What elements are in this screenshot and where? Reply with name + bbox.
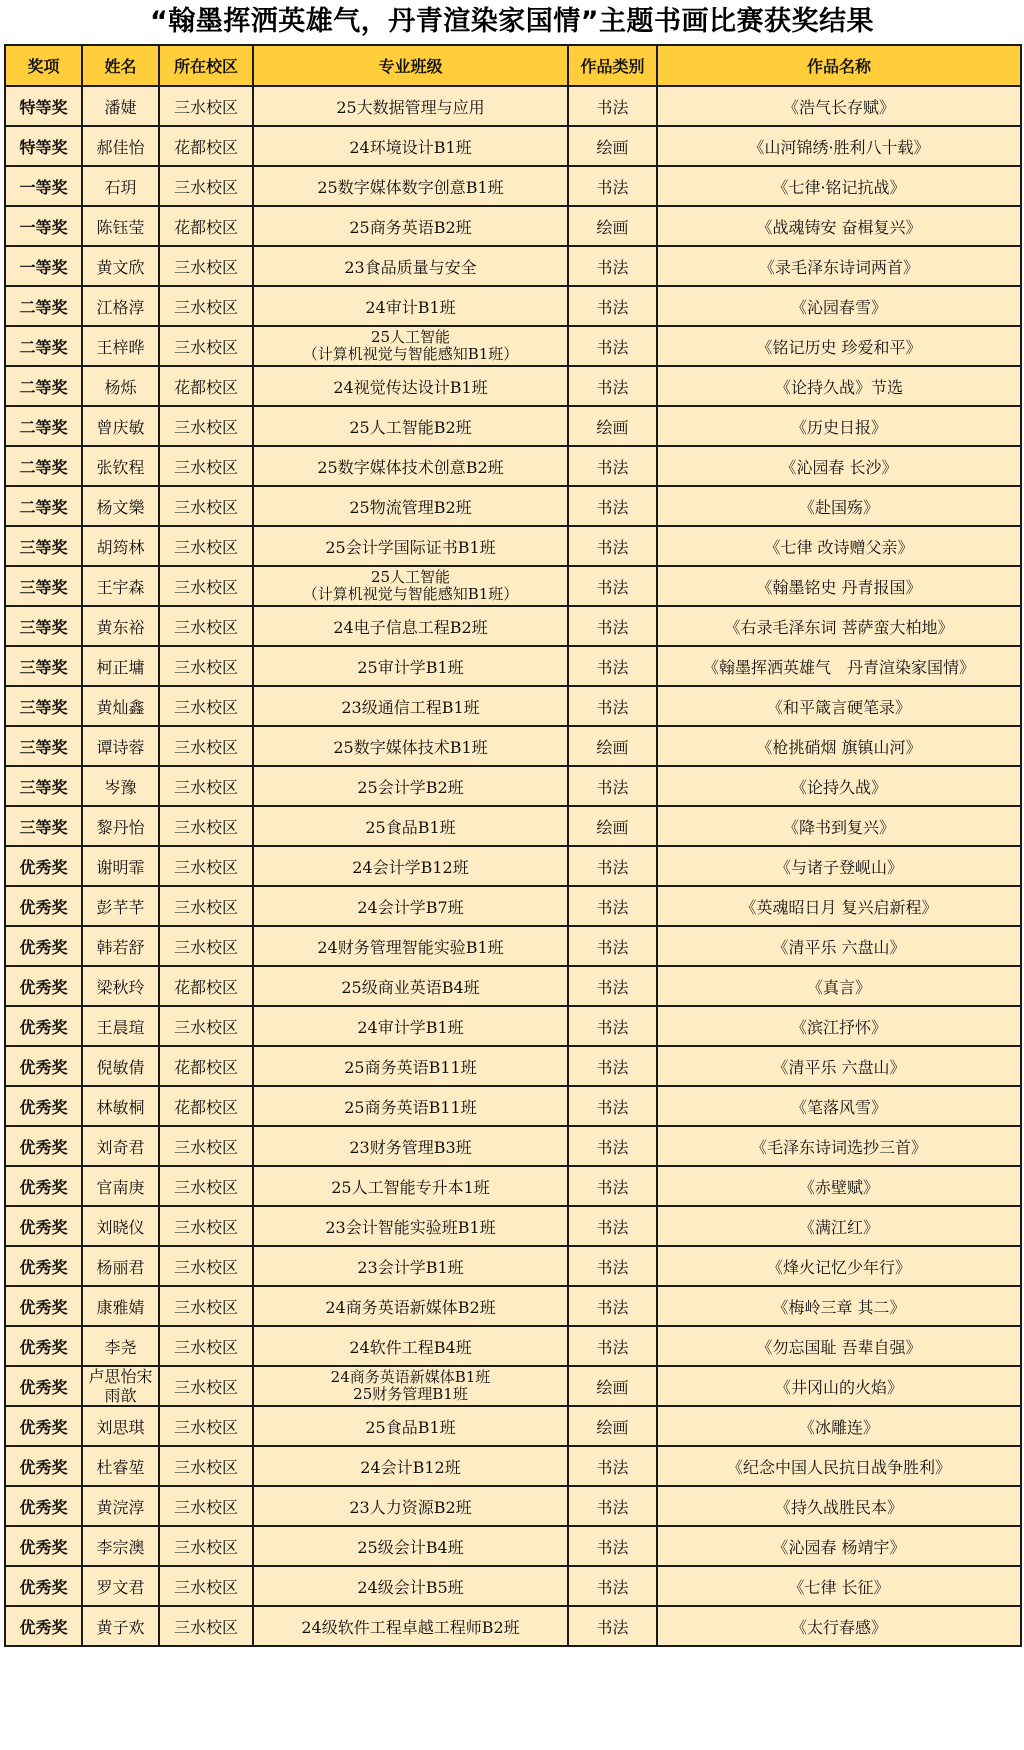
work-cell: 《太行春感》 [657,1606,1021,1646]
work-cell: 《毛泽东诗词选抄三首》 [657,1126,1021,1166]
name-cell: 彭芊芊 [82,886,159,926]
work-cell: 《沁园春 长沙》 [657,446,1021,486]
class-cell: 24会计B12班 [253,1446,568,1486]
table-row [5,1406,1021,1446]
class-cell: 24视觉传达设计B1班 [253,366,568,406]
category-cell: 书法 [568,1006,657,1046]
campus-cell: 三水校区 [159,246,253,286]
campus-cell: 三水校区 [159,446,253,486]
award-cell: 二等奖 [5,366,82,406]
table-row [5,886,1021,926]
campus-cell: 三水校区 [159,726,253,766]
award-cell: 优秀奖 [5,966,82,1006]
table-row [5,966,1021,1006]
award-cell: 优秀奖 [5,1286,82,1326]
header-name: 姓名 [82,45,159,86]
award-cell: 优秀奖 [5,1046,82,1086]
work-cell: 《赴国殇》 [657,486,1021,526]
category-cell: 书法 [568,886,657,926]
category-cell: 绘画 [568,126,657,166]
name-cell: 王梓晔 [82,326,159,366]
category-cell: 书法 [568,486,657,526]
award-cell: 优秀奖 [5,1206,82,1246]
work-cell: 《铭记历史 珍爱和平》 [657,326,1021,366]
campus-cell: 三水校区 [159,886,253,926]
work-cell: 《井冈山的火焰》 [657,1366,1021,1406]
work-cell: 《梅岭三章 其二》 [657,1286,1021,1326]
award-cell: 优秀奖 [5,886,82,926]
class-cell: 24商务英语新媒体B1班 25财务管理B1班 [253,1366,568,1406]
award-cell: 优秀奖 [5,1446,82,1486]
class-cell: 25人工智能 （计算机视觉与智能感知B1班） [253,566,568,606]
campus-cell: 三水校区 [159,526,253,566]
award-cell: 三等奖 [5,766,82,806]
class-cell: 25数字媒体技术B1班 [253,726,568,766]
award-cell: 优秀奖 [5,1486,82,1526]
table-row [5,406,1021,446]
category-cell: 书法 [568,326,657,366]
work-cell: 《沁园春 杨靖宇》 [657,1526,1021,1566]
work-cell: 《七律 改诗赠父亲》 [657,526,1021,566]
award-cell: 二等奖 [5,486,82,526]
class-cell: 24商务英语新媒体B2班 [253,1286,568,1326]
class-cell: 25人工智能专升本1班 [253,1166,568,1206]
campus-cell: 三水校区 [159,286,253,326]
campus-cell: 三水校区 [159,1486,253,1526]
campus-cell: 三水校区 [159,686,253,726]
campus-cell: 三水校区 [159,1246,253,1286]
category-cell: 书法 [568,1326,657,1366]
award-cell: 一等奖 [5,246,82,286]
name-cell: 刘奇君 [82,1126,159,1166]
table-row [5,606,1021,646]
category-cell: 书法 [568,1606,657,1646]
class-cell: 25审计学B1班 [253,646,568,686]
table-row [5,646,1021,686]
campus-cell: 三水校区 [159,806,253,846]
table-row [5,566,1021,606]
name-cell: 黄浣淳 [82,1486,159,1526]
name-cell: 张钦程 [82,446,159,486]
class-cell: 25商务英语B11班 [253,1086,568,1126]
award-cell: 优秀奖 [5,1566,82,1606]
award-cell: 二等奖 [5,446,82,486]
table-row [5,766,1021,806]
category-cell: 书法 [568,1166,657,1206]
name-cell: 李宗澳 [82,1526,159,1566]
class-cell: 24级软件工程卓越工程师B2班 [253,1606,568,1646]
table-row [5,1326,1021,1366]
work-cell: 《赤壁赋》 [657,1166,1021,1206]
award-cell: 一等奖 [5,206,82,246]
category-cell: 书法 [568,366,657,406]
page-title: “翰墨挥洒英雄气，丹青渲染家国情”主题书画比赛获奖结果 [150,6,874,37]
table-row [5,1126,1021,1166]
awards-table [4,44,1022,1647]
name-cell: 黎丹怡 [82,806,159,846]
work-cell: 《论持久战》 [657,766,1021,806]
category-cell: 书法 [568,1246,657,1286]
table-row [5,166,1021,206]
class-cell: 25食品B1班 [253,1406,568,1446]
campus-cell: 花都校区 [159,966,253,1006]
work-cell: 《纪念中国人民抗日战争胜利》 [657,1446,1021,1486]
name-cell: 官南庚 [82,1166,159,1206]
campus-cell: 三水校区 [159,566,253,606]
work-cell: 《与诸子登岘山》 [657,846,1021,886]
name-cell: 柯正墉 [82,646,159,686]
class-cell: 25级会计B4班 [253,1526,568,1566]
category-cell: 书法 [568,1286,657,1326]
class-cell: 24审计学B1班 [253,1006,568,1046]
name-cell: 倪敏倩 [82,1046,159,1086]
award-cell: 优秀奖 [5,1366,82,1406]
table-row [5,1006,1021,1046]
name-cell: 杨文樂 [82,486,159,526]
award-cell: 特等奖 [5,86,82,126]
table-row [5,926,1021,966]
work-cell: 《勿忘国耻 吾辈自强》 [657,1326,1021,1366]
table-row [5,486,1021,526]
category-cell: 书法 [568,606,657,646]
name-cell: 黄灿鑫 [82,686,159,726]
class-cell: 24会计学B12班 [253,846,568,886]
work-cell: 《浩气长存赋》 [657,86,1021,126]
name-cell: 谢明霏 [82,846,159,886]
class-cell: 25数字媒体技术创意B2班 [253,446,568,486]
award-cell: 一等奖 [5,166,82,206]
award-cell: 二等奖 [5,286,82,326]
work-cell: 《沁园春雪》 [657,286,1021,326]
award-cell: 三等奖 [5,606,82,646]
campus-cell: 花都校区 [159,1046,253,1086]
table-row [5,86,1021,126]
table-row [5,1206,1021,1246]
campus-cell: 三水校区 [159,846,253,886]
category-cell: 书法 [568,1566,657,1606]
category-cell: 书法 [568,846,657,886]
class-cell: 25会计学B2班 [253,766,568,806]
name-cell: 王晨瑄 [82,1006,159,1046]
campus-cell: 花都校区 [159,206,253,246]
name-cell: 胡筠林 [82,526,159,566]
campus-cell: 三水校区 [159,926,253,966]
category-cell: 书法 [568,1126,657,1166]
work-cell: 《录毛泽东诗词两首》 [657,246,1021,286]
campus-cell: 三水校区 [159,1446,253,1486]
table-row [5,686,1021,726]
table-row [5,726,1021,766]
category-cell: 书法 [568,686,657,726]
class-cell: 23食品质量与安全 [253,246,568,286]
header-campus: 所在校区 [159,45,253,86]
table-row [5,806,1021,846]
campus-cell: 三水校区 [159,1406,253,1446]
name-cell: 岑豫 [82,766,159,806]
award-cell: 二等奖 [5,326,82,366]
table-row [5,246,1021,286]
category-cell: 绘画 [568,406,657,446]
campus-cell: 三水校区 [159,486,253,526]
category-cell: 绘画 [568,206,657,246]
class-cell: 25数字媒体数字创意B1班 [253,166,568,206]
class-cell: 23会计智能实验班B1班 [253,1206,568,1246]
table-row [5,1446,1021,1486]
name-cell: 康雅婧 [82,1286,159,1326]
category-cell: 书法 [568,1526,657,1566]
campus-cell: 三水校区 [159,766,253,806]
award-cell: 优秀奖 [5,1606,82,1646]
work-cell: 《翰墨挥洒英雄气 丹青渲染家国情》 [657,646,1021,686]
work-cell: 《持久战胜民本》 [657,1486,1021,1526]
name-cell: 韩若舒 [82,926,159,966]
category-cell: 书法 [568,286,657,326]
name-cell: 杨丽君 [82,1246,159,1286]
campus-cell: 三水校区 [159,1006,253,1046]
award-cell: 特等奖 [5,126,82,166]
campus-cell: 三水校区 [159,1566,253,1606]
class-cell: 25人工智能 （计算机视觉与智能感知B1班） [253,326,568,366]
work-cell: 《滨江抒怀》 [657,1006,1021,1046]
work-cell: 《冰雕连》 [657,1406,1021,1446]
award-cell: 优秀奖 [5,1326,82,1366]
award-cell: 优秀奖 [5,1086,82,1126]
work-cell: 《七律·铭记抗战》 [657,166,1021,206]
category-cell: 书法 [568,166,657,206]
campus-cell: 三水校区 [159,1286,253,1326]
table-row [5,446,1021,486]
work-cell: 《和平箴言硬笔录》 [657,686,1021,726]
campus-cell: 三水校区 [159,1606,253,1646]
campus-cell: 花都校区 [159,126,253,166]
class-cell: 25商务英语B11班 [253,1046,568,1086]
class-cell: 25级商业英语B4班 [253,966,568,1006]
table-row [5,1606,1021,1646]
award-cell: 三等奖 [5,646,82,686]
name-cell: 刘思琪 [82,1406,159,1446]
campus-cell: 三水校区 [159,86,253,126]
name-cell: 曾庆敏 [82,406,159,446]
name-cell: 郝佳怡 [82,126,159,166]
work-cell: 《战魂铸安 奋楫复兴》 [657,206,1021,246]
name-cell: 刘晓仪 [82,1206,159,1246]
campus-cell: 三水校区 [159,1366,253,1406]
award-cell: 三等奖 [5,806,82,846]
category-cell: 书法 [568,1206,657,1246]
category-cell: 书法 [568,1046,657,1086]
table-row [5,1366,1021,1406]
name-cell: 黄子欢 [82,1606,159,1646]
work-cell: 《论持久战》节选 [657,366,1021,406]
category-cell: 书法 [568,566,657,606]
campus-cell: 花都校区 [159,1086,253,1126]
category-cell: 书法 [568,246,657,286]
class-cell: 24电子信息工程B2班 [253,606,568,646]
table-row [5,1046,1021,1086]
name-cell: 潘婕 [82,86,159,126]
work-cell: 《七律 长征》 [657,1566,1021,1606]
table-header-row [5,45,1021,86]
campus-cell: 三水校区 [159,1206,253,1246]
category-cell: 绘画 [568,1366,657,1406]
category-cell: 书法 [568,926,657,966]
name-cell: 罗文君 [82,1566,159,1606]
class-cell: 25大数据管理与应用 [253,86,568,126]
name-cell: 黄东裕 [82,606,159,646]
header-work: 作品名称 [657,45,1021,86]
class-cell: 24会计学B7班 [253,886,568,926]
table-row [5,326,1021,366]
header-category: 作品类别 [568,45,657,86]
table-row [5,1566,1021,1606]
table-row [5,366,1021,406]
table-row [5,286,1021,326]
table-row [5,126,1021,166]
header-award: 奖项 [5,45,82,86]
name-cell: 石玥 [82,166,159,206]
campus-cell: 三水校区 [159,1326,253,1366]
table-row [5,1086,1021,1126]
table-row [5,1246,1021,1286]
work-cell: 《烽火记忆少年行》 [657,1246,1021,1286]
category-cell: 书法 [568,86,657,126]
award-cell: 二等奖 [5,406,82,446]
category-cell: 书法 [568,766,657,806]
campus-cell: 三水校区 [159,606,253,646]
name-cell: 林敏桐 [82,1086,159,1126]
class-cell: 24软件工程B4班 [253,1326,568,1366]
campus-cell: 三水校区 [159,646,253,686]
category-cell: 绘画 [568,806,657,846]
award-cell: 优秀奖 [5,1126,82,1166]
category-cell: 书法 [568,1446,657,1486]
table-row [5,846,1021,886]
table-row [5,206,1021,246]
name-cell: 谭诗蓉 [82,726,159,766]
table-row [5,1526,1021,1566]
class-cell: 23会计学B1班 [253,1246,568,1286]
category-cell: 绘画 [568,726,657,766]
campus-cell: 三水校区 [159,166,253,206]
work-cell: 《山河锦绣·胜利八十载》 [657,126,1021,166]
award-cell: 优秀奖 [5,1246,82,1286]
category-cell: 书法 [568,526,657,566]
class-cell: 24审计B1班 [253,286,568,326]
award-cell: 三等奖 [5,686,82,726]
category-cell: 书法 [568,446,657,486]
name-cell: 梁秋玲 [82,966,159,1006]
campus-cell: 三水校区 [159,326,253,366]
name-cell: 卢思怡宋雨歆 [82,1366,159,1406]
class-cell: 24财务管理智能实验B1班 [253,926,568,966]
name-cell: 陈钰莹 [82,206,159,246]
class-cell: 23财务管理B3班 [253,1126,568,1166]
award-cell: 优秀奖 [5,1006,82,1046]
class-cell: 25食品B1班 [253,806,568,846]
table-row [5,1166,1021,1206]
award-cell: 优秀奖 [5,846,82,886]
work-cell: 《右录毛泽东词 菩萨蛮大柏地》 [657,606,1021,646]
name-cell: 王宇森 [82,566,159,606]
category-cell: 书法 [568,966,657,1006]
work-cell: 《笔落风雪》 [657,1086,1021,1126]
table-body [5,86,1021,1646]
award-cell: 优秀奖 [5,1406,82,1446]
work-cell: 《满江红》 [657,1206,1021,1246]
campus-cell: 三水校区 [159,1166,253,1206]
table-row [5,526,1021,566]
category-cell: 绘画 [568,1406,657,1446]
category-cell: 书法 [568,646,657,686]
award-cell: 优秀奖 [5,1166,82,1206]
class-cell: 25人工智能B2班 [253,406,568,446]
table-row [5,1486,1021,1526]
campus-cell: 三水校区 [159,1526,253,1566]
work-cell: 《清平乐 六盘山》 [657,1046,1021,1086]
name-cell: 杜睿堃 [82,1446,159,1486]
work-cell: 《清平乐 六盘山》 [657,926,1021,966]
name-cell: 黄文欣 [82,246,159,286]
campus-cell: 三水校区 [159,406,253,446]
name-cell: 杨烁 [82,366,159,406]
work-cell: 《降书到复兴》 [657,806,1021,846]
category-cell: 书法 [568,1086,657,1126]
campus-cell: 花都校区 [159,366,253,406]
work-cell: 《真言》 [657,966,1021,1006]
award-cell: 优秀奖 [5,1526,82,1566]
award-cell: 三等奖 [5,566,82,606]
work-cell: 《翰墨铭史 丹青报国》 [657,566,1021,606]
header-class: 专业班级 [253,45,568,86]
name-cell: 李尧 [82,1326,159,1366]
name-cell: 江格淳 [82,286,159,326]
class-cell: 23人力资源B2班 [253,1486,568,1526]
work-cell: 《历史日报》 [657,406,1021,446]
class-cell: 23级通信工程B1班 [253,686,568,726]
award-cell: 三等奖 [5,726,82,766]
work-cell: 《英魂昭日月 复兴启新程》 [657,886,1021,926]
class-cell: 24环境设计B1班 [253,126,568,166]
work-cell: 《枪挑硝烟 旗镇山河》 [657,726,1021,766]
class-cell: 24级会计B5班 [253,1566,568,1606]
award-cell: 三等奖 [5,526,82,566]
campus-cell: 三水校区 [159,1126,253,1166]
category-cell: 书法 [568,1486,657,1526]
class-cell: 25商务英语B2班 [253,206,568,246]
award-cell: 优秀奖 [5,926,82,966]
class-cell: 25会计学国际证书B1班 [253,526,568,566]
table-row [5,1286,1021,1326]
class-cell: 25物流管理B2班 [253,486,568,526]
